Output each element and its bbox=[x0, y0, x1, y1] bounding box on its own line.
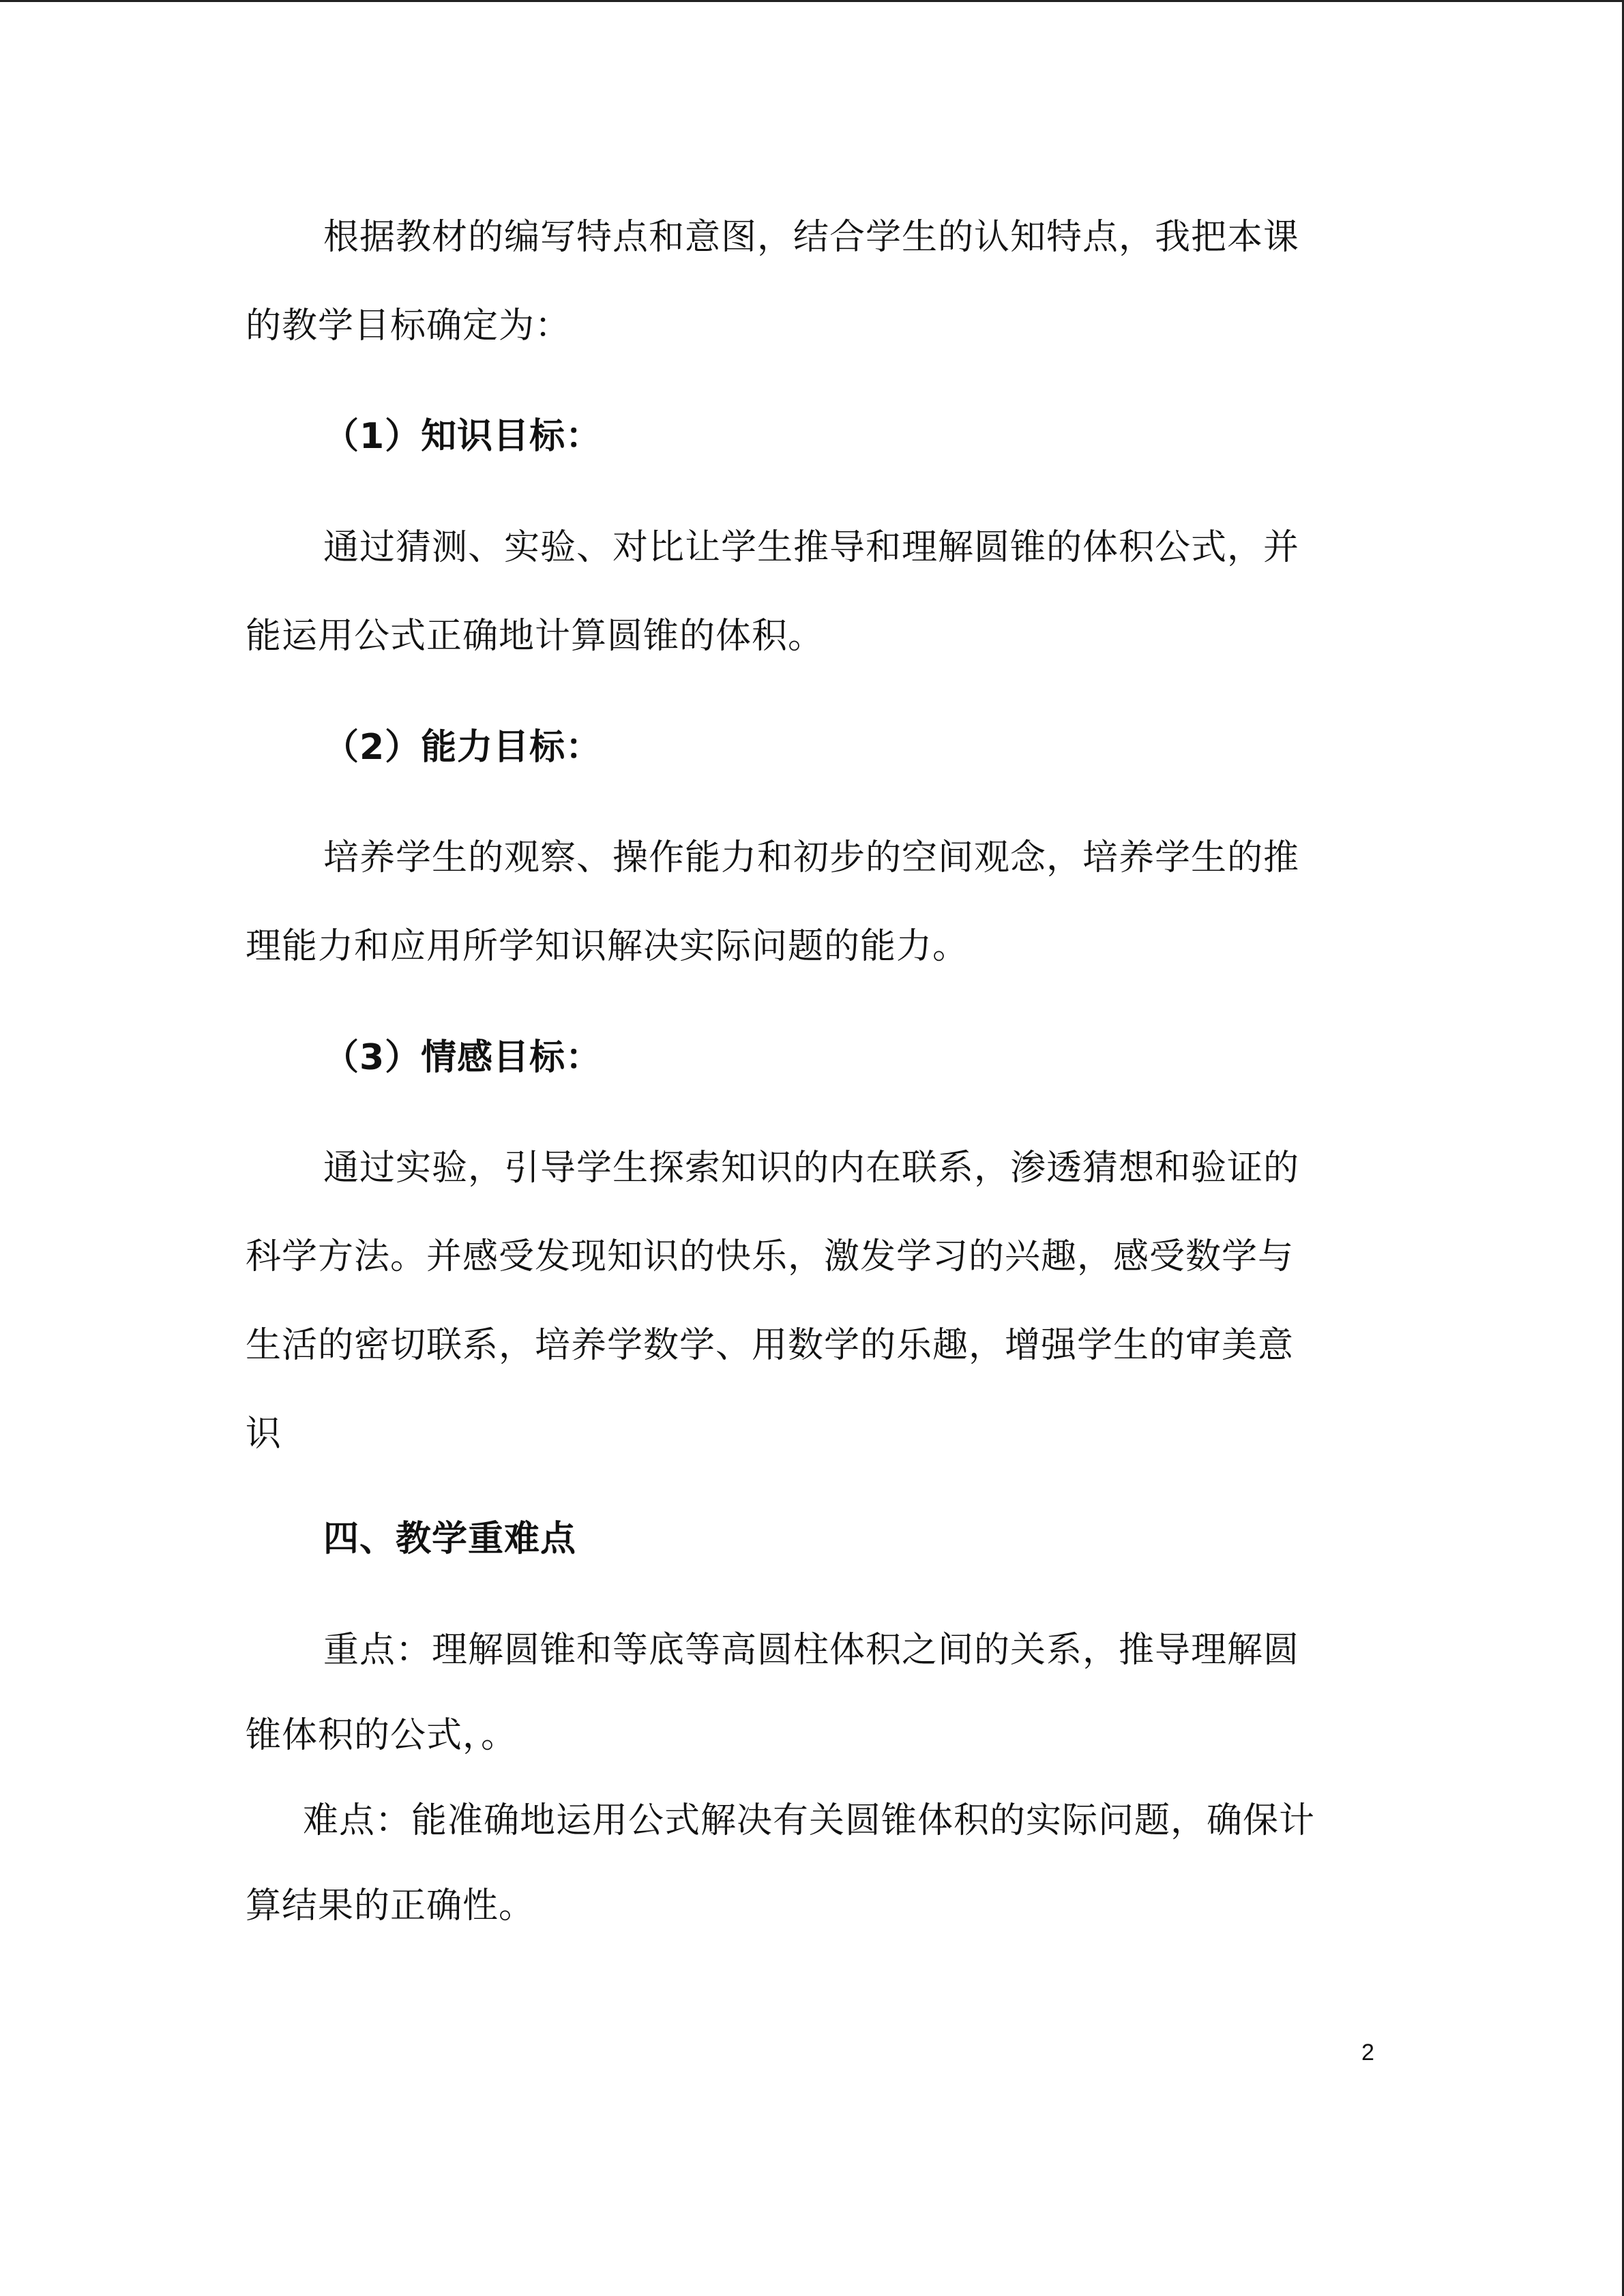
paragraph-line: 能运用公式正确地计算圆锥的体积。 bbox=[246, 616, 825, 657]
paragraph-line: 重点：理解圆锥和等底等高圆柱体积之间的关系，推导理解圆 bbox=[323, 1630, 1300, 1671]
section-heading-knowledge: （1）知识目标： bbox=[323, 416, 602, 457]
paragraph-line: 通过猜测、实验、对比让学生推导和理解圆锥的体积公式，并 bbox=[323, 527, 1300, 568]
paragraph-line: 理能力和应用所学知识解决实际问题的能力。 bbox=[246, 926, 969, 967]
paragraph-line: 通过实验，引导学生探索知识的内在联系，渗透猜想和验证的 bbox=[323, 1148, 1300, 1189]
paragraph-line: 识 bbox=[246, 1414, 282, 1455]
section-heading-emotion: （3）情感目标： bbox=[323, 1037, 602, 1078]
paragraph-line: 科学方法。并感受发现知识的快乐，激发学习的兴趣，感受数学与 bbox=[246, 1236, 1295, 1277]
paragraph-line: 的教学目标确定为： bbox=[246, 305, 572, 346]
paragraph-line: 难点：能准确地运用公式解决有关圆锥体积的实际问题，确保计 bbox=[303, 1800, 1316, 1841]
paragraph-line: 锥体积的公式，。 bbox=[246, 1715, 518, 1756]
section-heading-ability: （2）能力目标： bbox=[323, 727, 602, 768]
page-number: 2 bbox=[1361, 2040, 1374, 2066]
paragraph-line: 生活的密切联系，培养学数学、用数学的乐趣，增强学生的审美意 bbox=[246, 1325, 1295, 1366]
page-border-top bbox=[0, 0, 1624, 2]
paragraph-line: 根据教材的编写特点和意图，结合学生的认知特点，我把本课 bbox=[323, 217, 1300, 258]
paragraph-line: 算结果的正确性。 bbox=[246, 1885, 535, 1926]
paragraph-line: 培养学生的观察、操作能力和初步的空间观念，培养学生的推 bbox=[323, 837, 1300, 878]
section-heading-key-points: 四、教学重难点 bbox=[323, 1519, 577, 1560]
